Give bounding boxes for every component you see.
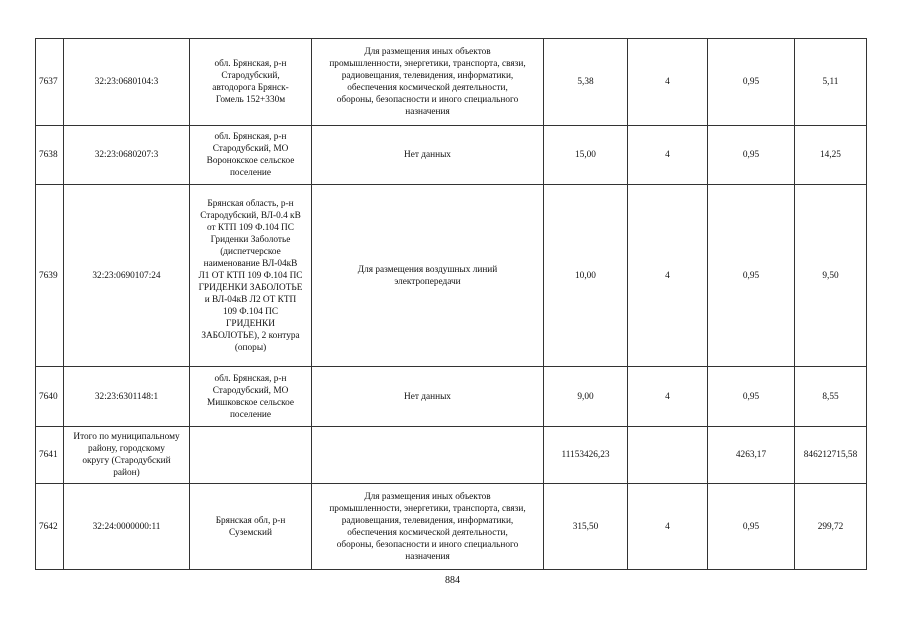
total-result: 846212715,58 xyxy=(795,427,867,484)
total-value: 11153426,23 xyxy=(544,427,628,484)
value: 315,50 xyxy=(544,484,628,570)
result: 8,55 xyxy=(795,367,867,427)
coefficient: 0,95 xyxy=(708,39,795,126)
result: 5,11 xyxy=(795,39,867,126)
coefficient: 0,95 xyxy=(708,126,795,185)
total-coefficient: 4263,17 xyxy=(708,427,795,484)
total-label: Итого по муниципальному району, городскому округу (Стародубский район) xyxy=(64,427,190,484)
address: обл. Брянская, р-н Стародубский, МО Мишковское сельское поселение xyxy=(190,367,312,427)
cadastral-number: 32:23:0690107:24 xyxy=(64,185,190,367)
result: 299,72 xyxy=(795,484,867,570)
address: Брянская обл, р-н Суземский xyxy=(190,484,312,570)
group: 4 xyxy=(628,484,708,570)
row-number: 7640 xyxy=(36,367,64,427)
coefficient: 0,95 xyxy=(708,367,795,427)
purpose: Для размещения воздушных линий электропередачи xyxy=(312,185,544,367)
row-number: 7639 xyxy=(36,185,64,367)
purpose: Нет данных xyxy=(312,126,544,185)
coefficient: 0,95 xyxy=(708,185,795,367)
address xyxy=(190,427,312,484)
result: 14,25 xyxy=(795,126,867,185)
value: 15,00 xyxy=(544,126,628,185)
purpose: Для размещения иных объектов промышленности, энергетики, транспорта, связи, радиовещания, телевидения, информатики, обеспечения космической деятельности, обороны, безопасности и иного специального назначения xyxy=(312,484,544,570)
row-number: 7641 xyxy=(36,427,64,484)
cadastral-number: 32:23:0680104:3 xyxy=(64,39,190,126)
row-number: 7638 xyxy=(36,126,64,185)
coefficient: 0,95 xyxy=(708,484,795,570)
value: 10,00 xyxy=(544,185,628,367)
purpose: Нет данных xyxy=(312,367,544,427)
page-number: 884 xyxy=(445,575,460,586)
value: 5,38 xyxy=(544,39,628,126)
row-number: 7637 xyxy=(36,39,64,126)
table-row xyxy=(36,367,867,427)
address: Брянская область, р-н Стародубский, ВЛ-0.4 кВ от КТП 109 Ф.104 ПС Гриденки Заболотье (диспетчерское наименование ВЛ-04кВ Л1 ОТ КТП 109 Ф.104 ПС ГРИДЕНКИ ЗАБОЛОТЬЕ и ВЛ-04кВ Л2 ОТ КТП 109 Ф.104 ПС ГРИДЕНКИ ЗАБОЛОТЬЕ), 2 контура (опоры) xyxy=(190,185,312,367)
table-row xyxy=(36,185,867,367)
cadastral-table xyxy=(35,38,867,570)
address: обл. Брянская, р-н Стародубский, МО Воронокское сельское поселение xyxy=(190,126,312,185)
cadastral-number: 32:23:0680207:3 xyxy=(64,126,190,185)
result: 9,50 xyxy=(795,185,867,367)
table-row xyxy=(36,126,867,185)
row-number: 7642 xyxy=(36,484,64,570)
table-row xyxy=(36,484,867,570)
group xyxy=(628,427,708,484)
table-row xyxy=(36,39,867,126)
table-row-total xyxy=(36,427,867,484)
address: обл. Брянская, р-н Стародубский, автодорога Брянск- Гомель 152+330м xyxy=(190,39,312,126)
purpose xyxy=(312,427,544,484)
purpose: Для размещения иных объектов промышленности, энергетики, транспорта, связи, радиовещания, телевидения, информатики, обеспечения космической деятельности, обороны, безопасности и иного специального назначения xyxy=(312,39,544,126)
group: 4 xyxy=(628,39,708,126)
value: 9,00 xyxy=(544,367,628,427)
cadastral-number: 32:24:0000000:11 xyxy=(64,484,190,570)
group: 4 xyxy=(628,367,708,427)
cadastral-number: 32:23:6301148:1 xyxy=(64,367,190,427)
group: 4 xyxy=(628,126,708,185)
group: 4 xyxy=(628,185,708,367)
